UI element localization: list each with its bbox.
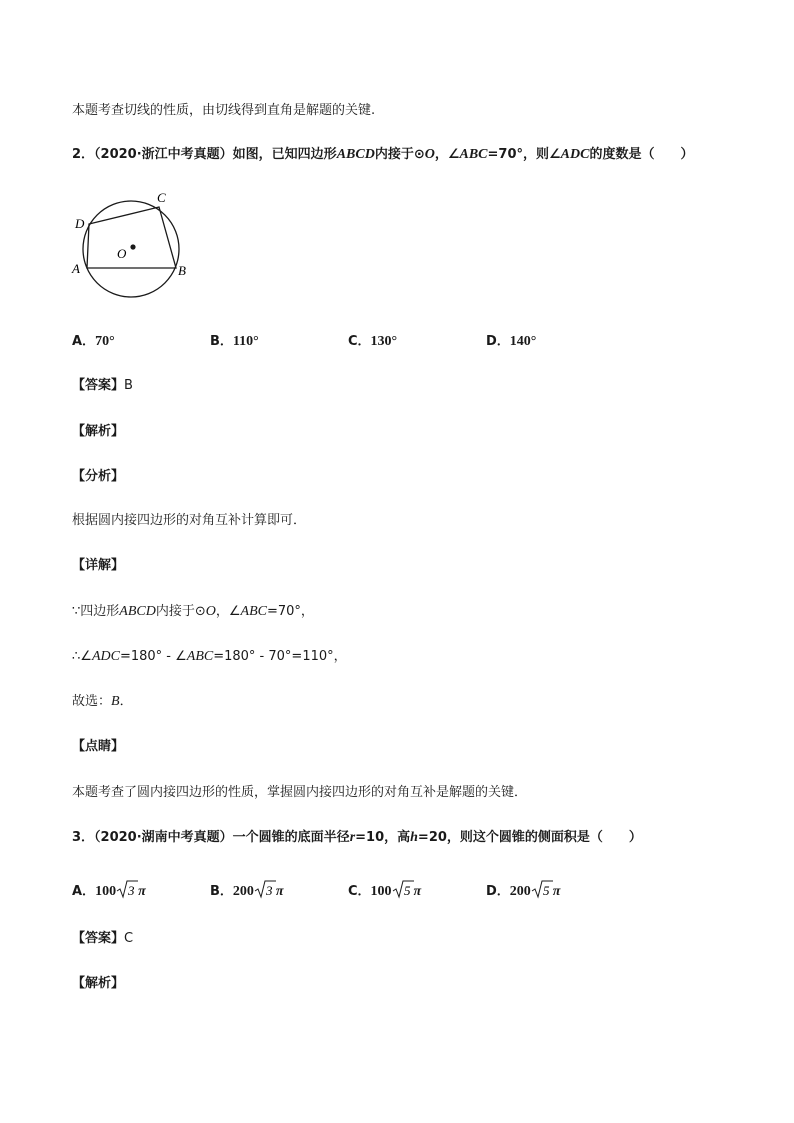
question-number: 2． [72,147,95,162]
option-value: 110° [232,334,259,349]
step-text: 内接于⊙ [155,604,206,619]
stem-text: 如图，已知四边形 [232,147,337,162]
answer-value: C [124,931,134,946]
stem-text: 一个圆锥的底面半径 [232,830,350,845]
option-c [348,879,421,901]
option-coef: 200 [509,884,531,899]
pi-symbol: π [413,884,422,899]
option-label: A． [72,334,96,349]
option-b [210,879,284,901]
sqrt-sign-icon [254,879,276,899]
var-adc: ADC [91,649,120,664]
option-d [486,879,560,901]
fenxi-label: 【分析】 [72,469,125,484]
step-text: ，∠ [215,604,241,619]
option-coef: 100 [370,884,392,899]
label-b: B [178,263,186,278]
step-text: 故选： [72,694,112,709]
radicand: 5 [403,883,411,898]
var-o: O [205,604,216,619]
answer-line [72,377,133,395]
pi-symbol: π [138,884,146,899]
option-label: B． [210,334,233,349]
stem-text: 的度数是（ ） [589,147,694,162]
center-point [130,244,135,249]
option-label: C． [348,334,371,349]
step-text: ∵四边形 [72,604,120,619]
stem-text: ，∠ [434,147,460,162]
question-source: （2020·湖南中考真题） [94,830,233,845]
option-a [72,879,146,901]
option-b [210,333,259,351]
var-h: h [410,830,418,845]
solution-step-3 [72,693,133,711]
answer-value: B [124,378,133,393]
circle-o [83,201,179,297]
option-label: B． [210,884,233,899]
answer-label: 【答案】 [72,931,125,946]
question-2-stem [72,146,693,164]
analysis-label: 【解析】 [72,976,125,991]
option-label: A． [72,884,96,899]
label-c: C [157,190,166,205]
var-adc: ADC [560,147,590,162]
label-o: O [117,246,127,261]
label-a: A [72,261,80,276]
sqrt-sign-icon [531,879,553,899]
stem-text: =10，高 [355,830,411,845]
step-text: =180° - 70°=110°， [213,649,347,664]
radicand: 3 [265,883,273,898]
step-text: ∴∠ [72,649,92,664]
option-c [348,333,397,351]
option-d [486,333,536,351]
label-d: D [75,216,85,231]
solution-step-1 [72,603,314,621]
var-abc: ABC [186,649,214,664]
step-text: =70°， [266,604,314,619]
var-o: O [424,147,435,162]
var-abcd: ABCD [336,147,375,162]
answer-label: 【答案】 [72,378,125,393]
option-value: 70° [95,334,115,349]
pi-symbol: π [552,884,561,899]
stem-text: 内接于⊙ [374,147,425,162]
fenxi-text: 根据圆内接四边形的对角互补计算即可． [72,513,307,528]
stem-text: =20，则这个圆锥的侧面积是（ ） [417,830,642,845]
var-abc: ABC [240,604,267,619]
step-text: ． [119,694,133,709]
xiangjie-label: 【详解】 [72,558,125,573]
var-r: r [349,830,356,845]
option-label: D． [486,334,510,349]
var-b: B [111,694,120,709]
question-source: （2020·浙江中考真题） [94,147,233,162]
radicand: 5 [542,883,550,898]
intro-text: 本题考查切线的性质，由切线得到直角是解题的关键. [72,103,376,118]
option-label: C． [348,884,371,899]
radicand: 3 [128,883,135,898]
option-a [72,333,115,351]
question-number: 3． [72,830,95,845]
var-abcd: ABCD [119,604,156,619]
option-label: D． [486,884,510,899]
question-3-stem [72,829,642,847]
pi-symbol: π [275,884,284,899]
answer-line [72,930,133,948]
quadrilateral-abcd [87,207,176,268]
option-coef: 100 [95,884,117,899]
option-value: 130° [370,334,398,349]
sqrt-sign-icon [116,879,138,899]
dianjing-label: 【点睛】 [72,739,125,754]
sqrt-sign-icon [392,879,414,899]
option-coef: 200 [232,884,254,899]
var-abc: ABC [459,147,488,162]
option-value: 140° [509,334,537,349]
step-text: =180° - ∠ [119,649,187,664]
solution-step-2 [72,648,347,666]
analysis-label: 【解析】 [72,424,125,439]
stem-text: =70°，则∠ [487,147,561,162]
circle-quadrilateral-figure [66,186,196,304]
dianjing-text: 本题考查了圆内接四边形的性质，掌握圆内接四边形的对角互补是解题的关键． [72,785,528,800]
